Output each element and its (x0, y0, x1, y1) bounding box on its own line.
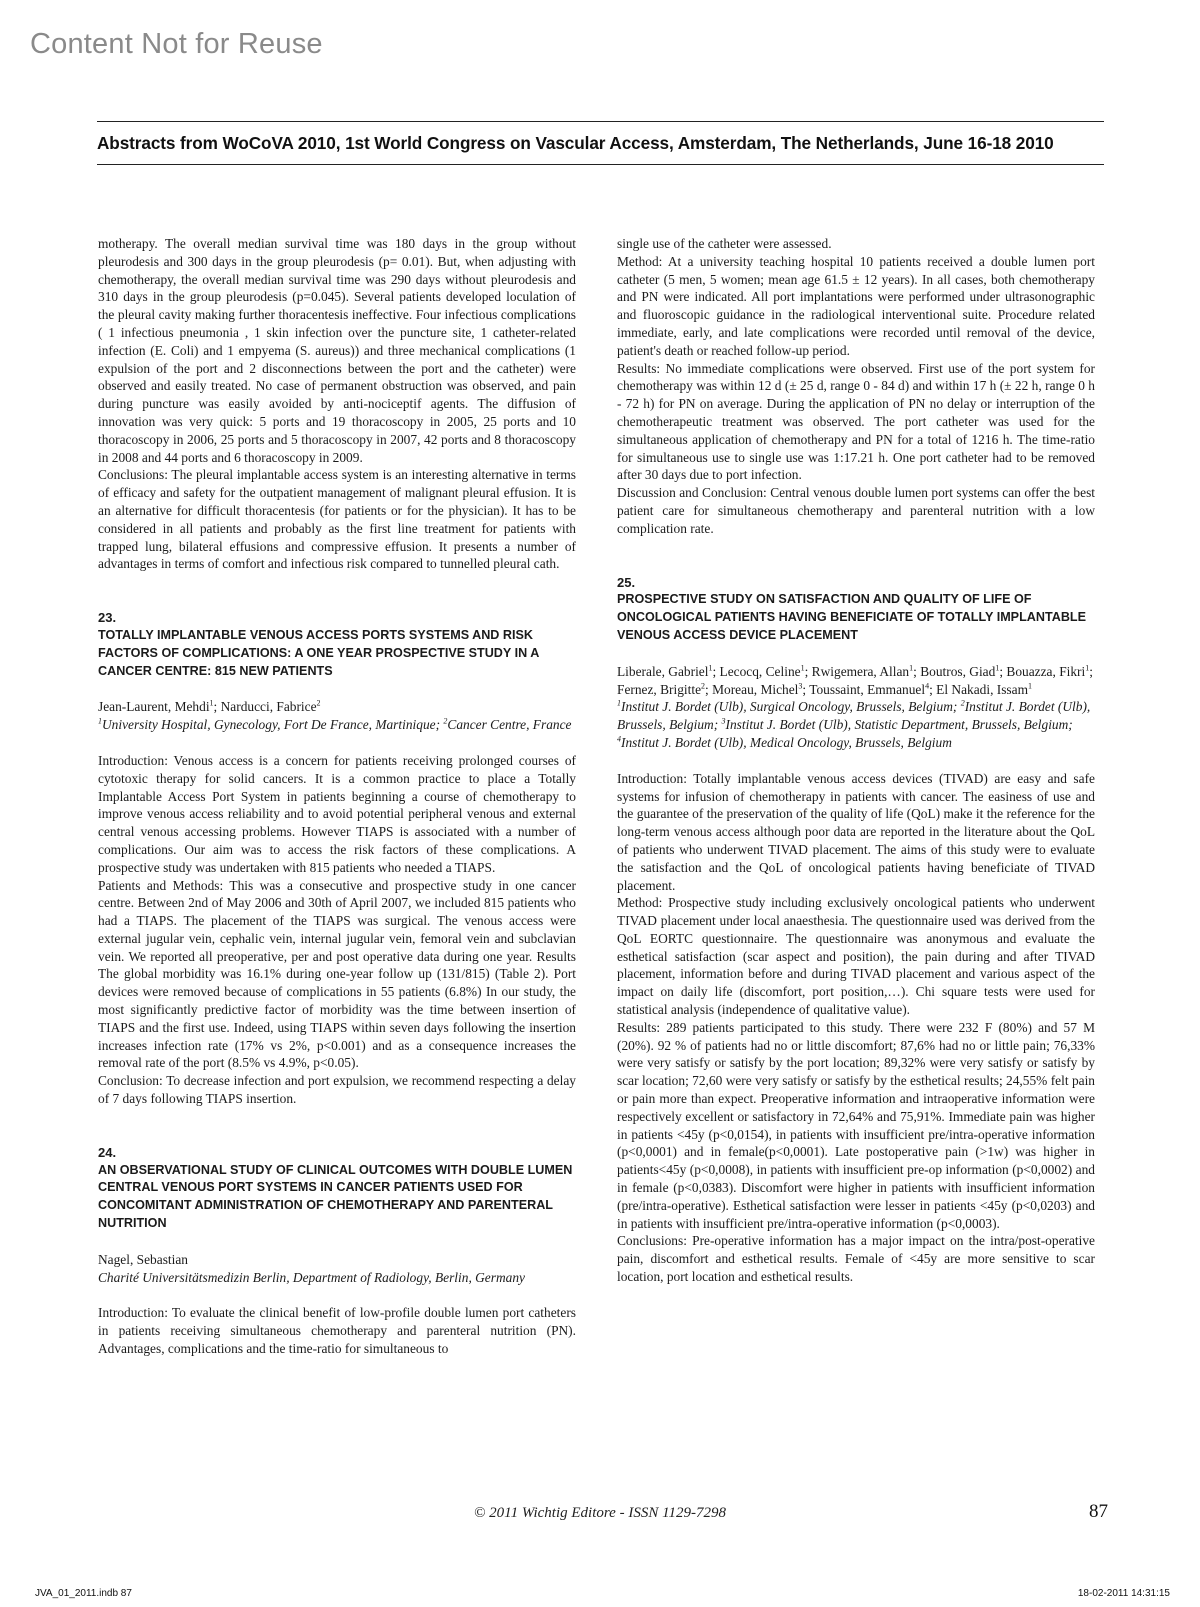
abstract-24-results: Results: No immediate complications were observed. First use of the port system for chemotherapy was within 12 d (± 25 d, range 0 - 84 d) and within 17 h (± 22 h, range 0 h - 72 h) for PN on average. During the application of PN no delay or interruption of the chemotherapeutic treatment was observed. The port catheter was used for the simultaneous application of chemotherapy and PN for a total of 1216 h. The time-ratio for simultaneous use to single use was 1:17.21 h. One port catheter had to be removed after 30 days due to port infection. (617, 360, 1095, 483)
abstract-24-discussion: Discussion and Conclusion: Central venous double lumen port systems can offer the best patient care for simultaneous chemotherapy and parenteral nutrition with a low complication rate. (617, 485, 1095, 536)
abstract-25-affiliations: $^1$Institut J. Bordet (Ulb), Surgical Oncology, Brussels, Belgium; $^2$Institut J. Bordet (Ulb), Brussels, Belgium; $^3$Institut J. Bordet (Ulb), Statistic Department, Brussels, Belgium; $^4$Institut J. Bordet (Ulb), Medical Oncology, Brussels, Belgium (617, 698, 1091, 750)
left-column (98, 235, 576, 1358)
abstract-23-title: TOTALLY IMPLANTABLE VENOUS ACCESS PORTS SYSTEMS AND RISK FACTORS OF COMPLICATIONS: A ONE YEAR PROSPECTIVE STUDY IN A CANCER CENTRE: 815 NEW PATIENTS (98, 627, 539, 678)
abstract-23-introduction: Introduction: Venous access is a concern for patients receiving prolonged courses of cytotoxic therapy for solid cancers. It is a common practice to place a Totally Implantable Access Port System in patients beginning a course of chemotherapy to improve venous access reliability and to avoid potential peripheral venous and external central venous accessing problems. However TIAPS is associated with a number of complications. Our aim was to access the risk factors of these complications. A prospective study was undertaken with 815 patients who needed a TIAPS. (98, 752, 576, 875)
abstract-23-methods: Patients and Methods: This was a consecutive and prospective study in one cancer centre. Between 2nd of May 2006 and 30th of April 2007, we included 815 patients who had a TIAPS. The placement of the TIAPS was surgical. The venous access were external jugular vein, cephalic vein, internal jugular vein, femoral vein and subclavian vein. We reported all preoperative, per and post operative data during one year. Results The global morbidity was 16.1% during one-year follow up (131/815) (Table 2). Port devices were removed because of complications in 55 patients (6.8%) In our study, the most significantly predictive factor of morbidity was the time between insertion of TIAPS and the first use. Indeed, using TIAPS within seven days following the insertion increases infection rate (17% vs 2%, p<0.001) and as a consequence increases the removal rate of the port (8.5% vs 4.9%, p<0.05). (98, 877, 576, 1071)
abstract-25-number: 25. (617, 574, 636, 590)
abstract-24-author: Nagel, Sebastian (98, 1251, 188, 1267)
page-number: 87 (1089, 1501, 1108, 1522)
abstract-24-continuation: single use of the catheter were assessed. (617, 236, 832, 251)
watermark: Content Not for Reuse (30, 28, 323, 60)
print-timestamp: 18-02-2011 14:31:15 (1077, 1588, 1170, 1599)
running-head (97, 121, 1104, 165)
footer-copyright: © 2011 Wichtig Editore - ISSN 1129-7298 (474, 1505, 726, 1521)
abstract-24-title: AN OBSERVATIONAL STUDY OF CLINICAL OUTCOMES WITH DOUBLE LUMEN CENTRAL VENOUS PORT SYSTEMS IN CANCER PATIENTS USED FOR CONCOMITANT ADMINISTRATION OF CHEMOTHERAPY AND PARENTERAL NUTRITION (98, 1162, 573, 1231)
abstract-25-conclusions: Conclusions: Pre-operative information has a major impact on the intra/post-operative pain, discomfort and esthetical results. Female of <45y are more sensitive to scar location, port location and esthetical results. (617, 1233, 1095, 1285)
abstract-25-authors: Liberale, Gabriel$^1$; Lecocq, Celine$^1$; Rwigemera, Allan$^1$; Boutros, Giad$^1$; Bouazza, Fikri$^1$; Fernez, Brigitte$^2$; Moreau, Michel$^3$; Toussaint, Emmanuel$^4$; El Nakadi, Issam$^1$ (617, 663, 1093, 697)
print-file-slug: JVA_01_2011.indb 87 (35, 1588, 132, 1599)
abstract-23-affiliations: $^1$University Hospital, Gynecology, Fort De France, Martinique; $^2$Cancer Centre, France (98, 716, 572, 733)
abstract-23-number: 23. (98, 610, 117, 626)
abstract-24-affiliation: Charité Universitätsmedizin Berlin, Department of Radiology, Berlin, Germany (98, 1269, 525, 1285)
abstract-23-authors: Jean-Laurent, Mehdi$^1$; Narducci, Fabrice$^2$ (98, 698, 321, 715)
abstract-25-introduction: Introduction: Totally implantable venous access devices (TIVAD) are easy and safe systems for infusion of chemotherapy in patients with cancer. The easiness of use and the guarantee of the preservation of the quality of life (QoL) make it the reference for the long-term venous access although poor data are reported in the literature about the QoL of patients who underwent TIVAD placement. The aims of this study were to evaluate the satisfaction and the QoL of oncological patients having beneficiate of TIVAD placement. (617, 770, 1095, 893)
abstract-25-results: Results: 289 patients participated to this study. There were 232 F (80%) and 57 M (20%). 92 % of patients had no or little discomfort; 87,6% had no or little pain; 76,33% were very satisfy or satisfy by the port location; 89,32% were very satisfy or satisfy by scar location; 72,60 were very satisfy or satisfy by the esthetical results; 24,55% felt pain or pain more than expect. Preoperative information and intraoperative information were respectively excellent or satisfactory in 72,64% and 75,91%. Immediate pain was higher in patients <45y (p<0,0154), in patients with insufficient pre/intra-operative information (p<0,0001) and in female(p<0,0001). Late postoperative pain (>1w) was higher in patients<45y (p<0,0008), in patients with insufficient pre-op information (p<0,0002) and in female (p<0,0383). Discomfort were higher in patients with insufficient information (pre/intra-operative). Esthetical satisfaction were lesser in patients <45y (p<0,0203) and in patients with insufficient pre/intra-operative information (p<0,0003). (617, 1019, 1095, 1231)
abstract-24-method: Method: At a university teaching hospital 10 patients received a double lumen port catheter (5 men, 5 women; mean age 61.5 ± 12 years). In all cases, both chemotherapy and PN were indicated. All port implantations were performed under ultrasonographic and fluoroscopic guidance in the radiological interventional suite. Procedure related immediate, early, and late complications were recorded until removal of the device, patient's death or reached follow-up period. (617, 253, 1095, 358)
continuation-paragraph: motherapy. The overall median survival time was 180 days in the group without pleurodesis and 300 days in the group pleurodesis (p= 0.01). But, when adjusting with chemotherapy, the overall median survival time was 290 days without pleurodesis and 310 days in the group pleurodesis (p=0.045). Several patients developed loculation of the pleural cavity making further thoracentesis ineffective. Four infectious complications ( 1 infectious pneumonia , 1 skin infection over the puncture site, 1 catheter-related infection (E. Coli) and 1 empyema (S. aureus)) and three mechanical complications (1 expulsion of the port and 2 disconnections between the port and the catheter) were observed and easily treated. No case of permanent obstruction was observed, and pain during puncture was easily avoided by anti-nociceptif agents. The diffusion of innovation was very quick: 5 ports and 19 thoracoscopy in 2005, 25 ports and 10 thoracoscopy in 2006, 25 ports and 5 thoracoscopy in 2007, 42 ports and 8 thoracoscopy in 2008 and 44 ports and 6 thoracoscopy in 2009. (98, 236, 576, 465)
abstract-23-conclusion: Conclusion: To decrease infection and port expulsion, we recommend respecting a delay of 7 days following TIAPS insertion. (98, 1073, 576, 1107)
abstract-25-method: Method: Prospective study including exclusively oncological patients who underwent TIVAD placement under local anaesthesia. The questionnaire used was derived from the QoL EORTC questionnaire. The questionnaire was anonymous and evaluate the esthetical satisfaction (scar aspect and position), the pain during and after TIVAD placement, information before and during TIVAD placement and various aspect of the impact on daily life (discomfort, port position,…). Chi square tests were used for statistical analysis (independence of qualitative value). (617, 895, 1095, 1018)
right-column (617, 235, 1095, 1286)
abstract-24-number: 24. (98, 1144, 117, 1160)
running-head-text: Abstracts from WoCoVA 2010, 1st World Congress on Vascular Access, Amsterdam, The Netherlands, June 16-18 2010 (97, 132, 1054, 153)
abstract-25-title: PROSPECTIVE STUDY ON SATISFACTION AND QUALITY OF LIFE OF ONCOLOGICAL PATIENTS HAVING BENEFICIATE OF TOTALLY IMPLANTABLE VENOUS ACCESS DEVICE PLACEMENT (617, 592, 1087, 642)
abstract-24-introduction: Introduction: To evaluate the clinical benefit of low-profile double lumen port catheters in patients receiving simultaneous chemotherapy and parenteral nutrition (PN). Advantages, complications and the time-ratio for simultaneous to (98, 1305, 576, 1357)
continuation-conclusions: Conclusions: The pleural implantable access system is an interesting alternative in terms of efficacy and safety for the outpatient management of malignant pleural effusion. It is an alternative for difficult thoracentesis (for patients or for the physician). It has to be considered in all patients and probably as the first line treatment for patients with trapped lung, bilateral effusions and compressive effusion. It presents a number of advantages in terms of comfort and infectious risk compared to tunnelled pleural cath. (98, 467, 576, 572)
